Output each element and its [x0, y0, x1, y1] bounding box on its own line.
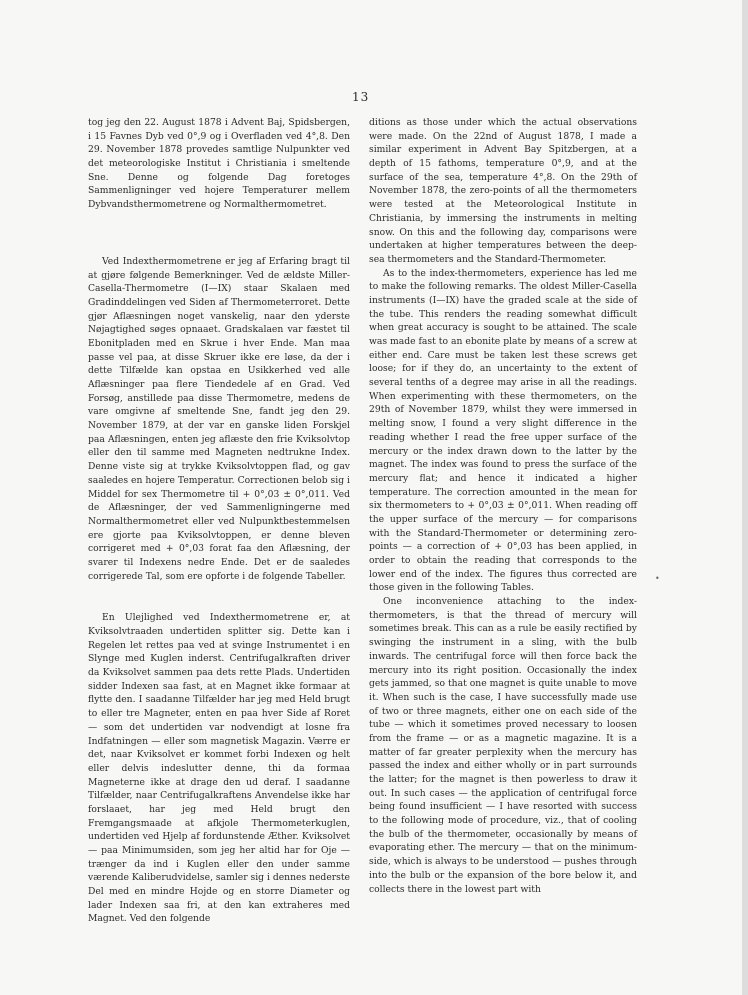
left-paragraph-1: tog jeg den 22. August 1878 i Advent Baj, Spidsbergen, i 15 Favnes Dyb ved 0°,9 og i Overfladen ved 4°,8. Den 29. November 1878 provedes samtlige Nulpunkter ved det meteorologiske Institut i Christiania i smeltende Sne. Denne og folgende Dag foretoges Sammenligninger ved hojere Temperaturer mellem Dybvandsthermometrene og Normalthermometret.	[88, 117, 350, 211]
right-paragraph-3: One inconvenience attaching to the index-thermometers, is that the thread of mercury will sometimes break. This can as a rule be easily rectified by swinging the instrument in a sling, with the bulb inwards. The centrifugal force will then force back the mercury into its right position. Occasionally the index gets jammed, so that one magnet is quite unable to move it. When such is the case, I have successfully made use of two or three magnets, either one on each side of the tube — which it sometimes proved necessary to loosen from the frame — or as a magnetic magazine. It is a matter of far greater perplexity when the mercury has passed the index and either wholly or in part surrounds the latter; for the magnet is then powerless to draw it out. In such cases — the application of centrifugal force being found insufficient — I have resorted with success to the following mode of procedure, viz., that of cooling the bulb of the thermometer, occasionally by means of evaporating ether. The mercury — that on the minimum-side, which is always to be understood — pushes through into the bulb or the expansion of the bore below it, and collects there in the lowest part with	[369, 596, 637, 895]
left-paragraph-3: En Ulejlighed ved Indexthermometrene er, at Kviksolvtraaden undertiden splitter sig. Dette kan i Regelen let rettes paa ved at svinge Instrumentet i en Slynge med Kuglen inderst. Centrifugalkraften driver da Kviksolvet sammen paa dets rette Plads. Undertiden sidder Indexen saa fast, at en Magnet ikke formaar at flytte den. I saadanne Tilfælder har jeg med Held brugt to eller tre Magneter, enten en paa hver Side af Roret — som det undertiden var nodvendigt at losne fra Indfatningen — eller som magnetisk Magazin. Værre er det, naar Kviksolvet er kommet forbi Indexen og helt eller delvis indeslutter denne, thi da formaa Magneterne ikke at drage den ud deraf. I saadanne Tilfælder, naar Centrifugalkraftens Anvendelse ikke har forslaaet, har jeg med Held brugt den Fremgangsmaade at afkjole Thermometerkuglen, undertiden ved Hjelp af fordunstende Æther. Kviksolvet — paa Minimumsiden, som jeg her altid har for Oje — trænger da ind i Kuglen eller den under samme værende Kaliberudvidelse, samler sig i dennes nederste Del med en mindre Hojde og en storre Diameter og lader Indexen saa fri, at den kan extraheres med Magnet. Ved den folgende	[88, 612, 350, 925]
left-column-norwegian	[88, 116, 350, 926]
right-paragraph-2: As to the index-thermometers, experience has led me to make the following remarks. The oldest Miller-Casella instruments (I—IX) have the graded scale at the side of the tube. This renders the reading somewhat difficult when great accuracy is sought to be attained. The scale was made fast to an ebonite plate by means of a screw at either end. Care must be taken lest these screws get loose; for if they do, an uncertainty to the extent of several tenths of a degree may arise in all the readings. When experimenting with these thermometers, on the 29th of November 1879, whilst they were immersed in melting snow, I found a very slight difference in the reading whether I read the free upper surface of the mercury or the index drawn down to the latter by the magnet. The index was found to press the surface of the mercury flat; and hence it indicated a higher temperature. The correction amounted in the mean for six thermometers to + 0°,03 ± 0°,011. When reading off the upper surface of the mercury — for comparisons with the Standard-Thermometer or determining zero-points — a correction of + 0°,03 has been applied, in order to obtain the reading that corresponds to the lower end of the index. The figures thus corrected are those given in the following Tables.	[369, 267, 637, 594]
margin-dot: •	[655, 574, 660, 583]
right-paragraph-1: ditions as those under which the actual observations were made. On the 22nd of August 1878, I made a similar experiment in Advent Bay Spitzbergen, at a depth of 15 fathoms, temperature 0°,9, and at the surface of the sea, temperature 4°,8. On the 29th of November 1878, the zero-points of all the thermometers were tested at the Meteorological Institute in Christiania, by immersing the instruments in melting snow. On this and the following day, comparisons were undertaken at higher temperatures between the deep-sea thermometers and the Standard-Thermometer.	[369, 117, 637, 265]
left-paragraph-2: Ved Indexthermometrene er jeg af Erfaring bragt til at gjøre følgende Bemerkninger. Ved de ældste Miller-Casella-Thermometre (I—IX) staar Skalaen med Gradinddelingen ved Siden af Thermometerroret. Dette gjør Aflæsningen noget vanskelig, naar den yderste Nøjagtighed søges opnaaet. Gradskalaen var fæstet til Ebonitpladen med en Skrue i hver Ende. Man maa passe vel paa, at disse Skruer ikke ere løse, da der i dette Tilfælde kan opstaa en Usikkerhed ved alle Aflæsninger paa flere Tiendedele af en Grad. Ved Forsøg, anstillede paa disse Thermometre, medens de vare omgivne af smeltende Sne, fandt jeg den 29. November 1879, at der var en ganske liden Forskjel paa Aflæsningen, enten jeg aflæste den frie Kviksolvtop eller den til samme med Magneten nedtrukne Index. Denne viste sig at trykke Kviksolvtoppen flad, og gav saaledes en hojere Temperatur. Correctionen belob sig i Middel for sex Thermometre til + 0°,03 ± 0°,011. Ved de Aflæsninger, der ved Sammenligningerne med Normalthermometret eller ved Nulpunktbestemmelsen ere gjorte paa Kviksolvtoppen, er denne bleven corrigeret med + 0°,03 forat faa den Aflæsning, der svarer til Indexens nedre Ende. Det er de saaledes corrigerede Tal, som ere opforte i de folgende Tabeller.	[88, 255, 350, 582]
page-number: 13	[352, 90, 370, 104]
right-column-english	[369, 116, 637, 896]
page-edge	[742, 0, 748, 995]
